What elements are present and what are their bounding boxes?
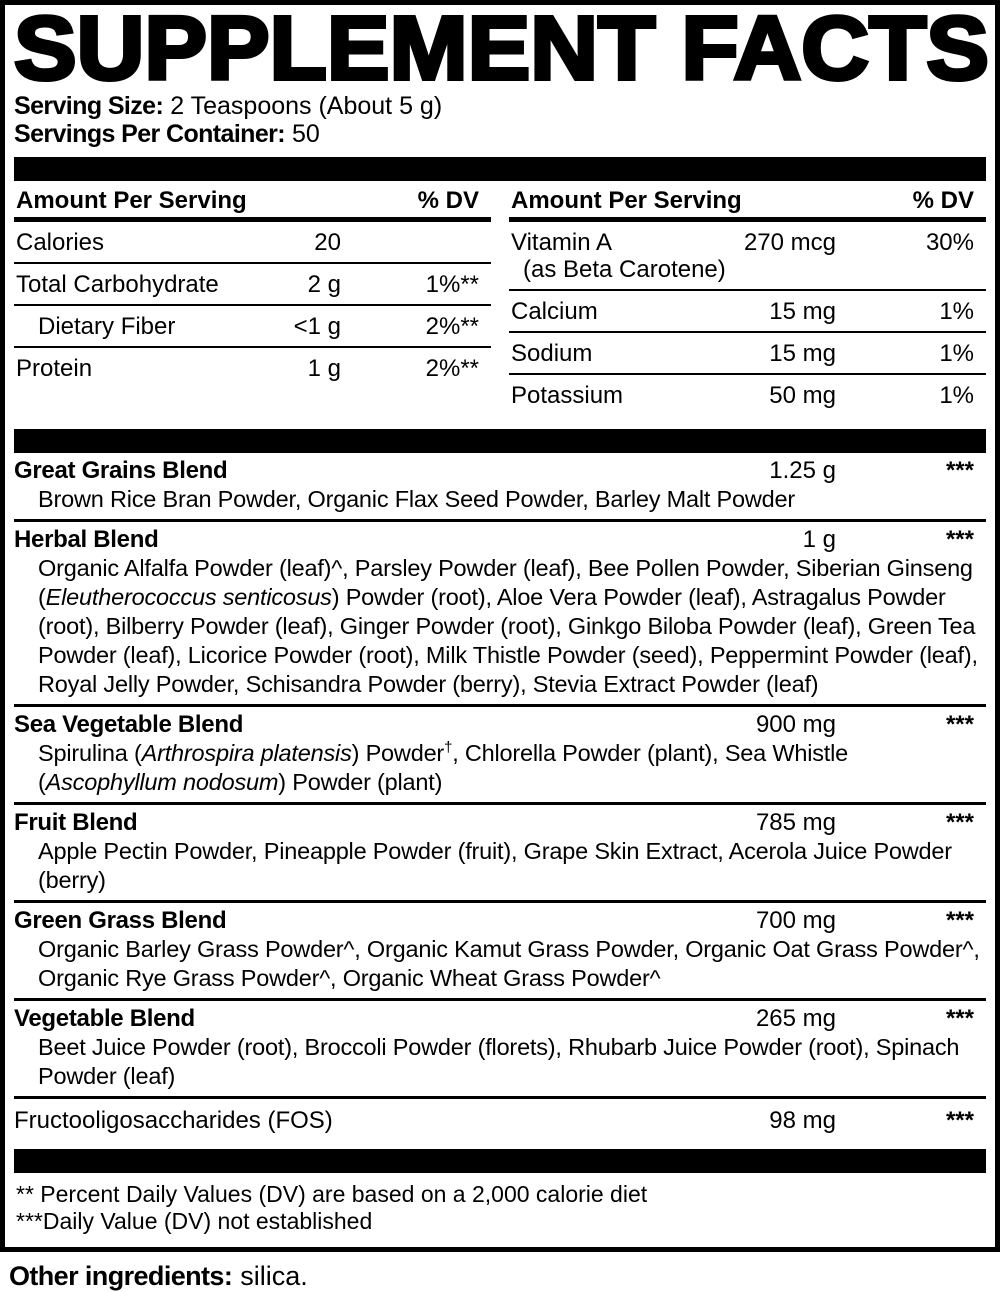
footnotes [14, 1173, 986, 1247]
nutrient-dv: 1% [939, 382, 974, 409]
servings-per-container-value: 50 [292, 120, 320, 148]
blend-name: Green Grass Blend [14, 907, 227, 934]
row-fructooligosaccharides [14, 1096, 986, 1143]
nutrient-name: Vitamin A [511, 229, 612, 256]
nutrient-subname: (as Beta Carotene) [523, 256, 726, 283]
blend-header [14, 1107, 986, 1134]
divider-bar-middle [14, 429, 986, 453]
servings-per-container-line [14, 120, 986, 148]
nutrient-amount: 15 mg [769, 298, 836, 325]
blend-green-grass [14, 900, 986, 998]
nutrient-dv [341, 229, 491, 256]
blend-header [14, 457, 986, 484]
nutrient-dv: *** [945, 1107, 974, 1134]
nutrition-columns [14, 181, 986, 415]
nutrient-dv: 1% [939, 298, 974, 325]
nutrient-name: Calcium [511, 298, 598, 325]
blend-amount: 1 g [802, 526, 836, 553]
blend-sea-vegetable [14, 704, 986, 802]
footnote-daily-value-basis: ** Percent Daily Values (DV) are based on a 2,000 calorie diet [16, 1181, 648, 1207]
dagger-symbol: † [444, 739, 453, 757]
nutrition-column-left [14, 183, 491, 415]
dv-header: % DV [912, 187, 974, 214]
serving-size-label: Serving Size: [14, 92, 164, 120]
blend-ingredients [14, 934, 986, 993]
blend-herbal [14, 519, 986, 704]
nutrient-row-protein [14, 346, 491, 388]
blend-ingredients [14, 1032, 986, 1091]
divider-bar-top [14, 157, 986, 181]
columns-bottom-spacer [14, 415, 986, 425]
blend-vegetable [14, 998, 986, 1096]
ingredient-text: ) Powder (root), Aloe Vera Powder (leaf), Astragalus Powder (root), Bilberry Powder (leaf), Ginger Powder (root), Ginkgo Biloba Powder (leaf), Green Tea Powder (leaf), Licorice Powder (root), Milk Thistle Powder (seed), Peppermint Powder (leaf), Royal Jelly Powder, Schisandra Powder (berry), Stevia Extract Powder (leaf) [38, 584, 978, 697]
blend-name: Sea Vegetable Blend [14, 711, 244, 738]
column-header [509, 183, 986, 222]
nutrient-dv: 1% [939, 340, 974, 367]
nutrient-name: Dietary Fiber [38, 313, 176, 340]
blend-name: Great Grains Blend [14, 457, 228, 484]
nutrient-name: Protein [16, 355, 93, 382]
nutrient-amount: <1 g [293, 313, 341, 340]
blend-ingredients [14, 553, 986, 699]
serving-size-value: 2 Teaspoons (About 5 g) [170, 92, 443, 120]
blend-dv: *** [945, 457, 974, 484]
ingredient-text: Apple Pectin Powder, Pineapple Powder (fruit), Grape Skin Extract, Acerola Juice Powder (berry) [38, 838, 952, 893]
blend-ingredients [14, 738, 986, 797]
nutrient-row-dietary-fiber [14, 304, 491, 346]
nutrient-amount: 270 mcg [743, 229, 836, 256]
ingredient-species-name: Arthrospira platensis [141, 740, 352, 766]
ingredient-species-name: Eleutherococcus senticosus [45, 584, 332, 610]
ingredient-text: Organic Alfalfa Powder (leaf)^, Parsley Powder (leaf), Bee Pollen Powder, Siberian Ginseng ( [38, 555, 973, 610]
serving-size-line [14, 92, 986, 120]
blend-header [14, 1005, 986, 1032]
nutrient-dv: 2%** [425, 355, 479, 382]
amount-per-serving-header: Amount Per Serving [511, 187, 742, 214]
nutrient-amount: 98 mg [769, 1107, 836, 1134]
divider-bar-bottom [14, 1149, 986, 1173]
blend-ingredients [14, 484, 986, 514]
nutrient-row-vitamin-a [509, 222, 986, 289]
blend-dv: *** [945, 711, 974, 738]
panel-title-text: SUPPLEMENT FACTS [14, 10, 989, 90]
blend-great-grains [14, 453, 986, 519]
ingredient-species-name: Ascophyllum nodosum [45, 769, 279, 795]
blend-dv: *** [945, 526, 974, 553]
blend-amount: 900 mg [755, 711, 836, 738]
nutrient-row-sodium [509, 331, 986, 373]
nutrient-row-calcium [509, 289, 986, 331]
dv-header: % DV [417, 187, 479, 214]
nutrient-amount: 50 mg [769, 382, 836, 409]
blend-name: Fruit Blend [14, 809, 138, 836]
blend-dv: *** [945, 1005, 974, 1032]
blend-name: Herbal Blend [14, 526, 159, 553]
nutrient-dv: 30% [925, 229, 974, 256]
blend-ingredients [14, 836, 986, 895]
blend-dv: *** [945, 809, 974, 836]
nutrient-dv: 1%** [425, 271, 479, 298]
nutrient-amount: 2 g [307, 271, 341, 298]
other-ingredients-line [0, 1252, 1000, 1292]
amount-per-serving-header: Amount Per Serving [16, 187, 247, 214]
blend-amount: 265 mg [755, 1005, 836, 1032]
nutrient-amount: 20 [314, 229, 341, 256]
nutrient-row-total-carbohydrate [14, 262, 491, 304]
blend-header [14, 711, 986, 738]
blend-header [14, 907, 986, 934]
nutrient-name: Total Carbohydrate [16, 271, 219, 298]
blend-header [14, 809, 986, 836]
column-header [14, 183, 491, 222]
ingredient-text: Brown Rice Bran Powder, Organic Flax Seed Powder, Barley Malt Powder [38, 486, 796, 512]
blend-list [14, 453, 986, 1143]
nutrition-column-right [509, 183, 986, 415]
nutrient-amount: 15 mg [769, 340, 836, 367]
nutrient-name: Sodium [511, 340, 593, 367]
nutrient-row-potassium [509, 373, 986, 415]
ingredient-text: Organic Barley Grass Powder^, Organic Kamut Grass Powder, Organic Oat Grass Powder^, Organic Rye Grass Powder^, Organic Wheat Grass Powder^ [38, 936, 980, 991]
nutrient-name: Potassium [511, 382, 624, 409]
ingredient-text: ) Powder (plant) [278, 769, 443, 795]
blend-name: Vegetable Blend [14, 1005, 195, 1032]
footnote-dv-not-established: ***Daily Value (DV) not established [16, 1208, 373, 1234]
ingredient-text: , Chlorella Powder (plant), Sea Whistle ( [38, 740, 849, 795]
ingredient-text: ) Powder [351, 740, 445, 766]
ingredient-text: Spirulina ( [38, 740, 142, 766]
blend-dv: *** [945, 907, 974, 934]
other-ingredients-label: Other ingredients: [9, 1261, 233, 1291]
servings-per-container-label: Servings Per Container: [14, 120, 286, 148]
blend-amount: 1.25 g [769, 457, 836, 484]
nutrient-row-calories [14, 222, 491, 262]
blend-amount: 700 mg [755, 907, 836, 934]
blend-header [14, 526, 986, 553]
panel-title [14, 10, 991, 90]
nutrient-name: Fructooligosaccharides (FOS) [14, 1107, 333, 1134]
other-ingredients-value: silica. [240, 1261, 308, 1291]
nutrient-name: Calories [16, 229, 105, 256]
nutrient-amount: 1 g [307, 355, 341, 382]
blend-amount: 785 mg [755, 809, 836, 836]
ingredient-text: Beet Juice Powder (root), Broccoli Powder (florets), Rhubarb Juice Powder (root), Spinach Powder (leaf) [38, 1034, 960, 1089]
blend-fruit [14, 802, 986, 900]
nutrient-dv: 2%** [425, 313, 479, 340]
